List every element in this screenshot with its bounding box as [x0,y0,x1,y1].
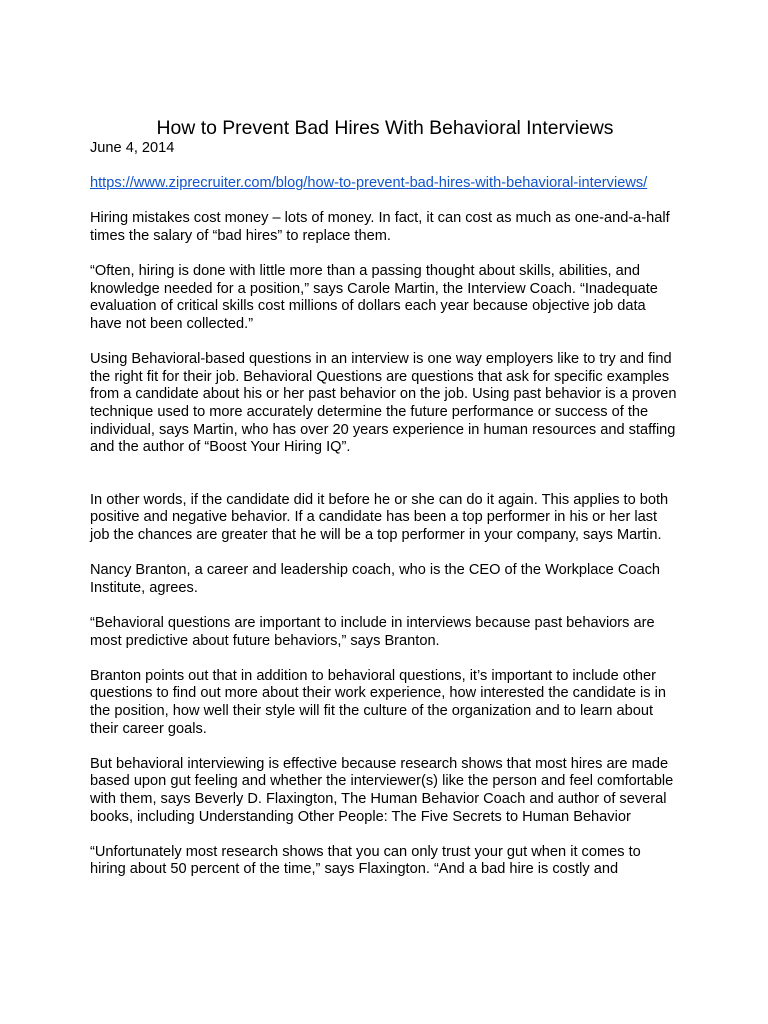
paragraph-1: Hiring mistakes cost money – lots of money. In fact, it can cost as much as one-and-a-half times the salary of “bad hires” to replace them. [90,210,670,244]
paragraph-3: Using Behavioral-based questions in an interview is one way employers like to try and find the right fit for their job. Behavioral Questions are questions that ask for specific examples from a candidate about his or her past behavior on the job. Using past behavior is a proven technique used to more accurately determine the future performance or success of the individual, says Martin, who has over 20 years experience in human resources and staffing and the author of “Boost Your Hiring IQ”. [90,351,677,456]
paragraph-2: “Often, hiring is done with little more than a passing thought about skills, abilities, and knowledge needed for a position,” says Carole Martin, the Interview Coach. “Inadequate evaluation of critical skills cost millions of dollars each year because objective job data have not been collected.” [90,263,658,332]
article-date: June 4, 2014 [90,140,175,156]
paragraph-9: “Unfortunately most research shows that you can only trust your gut when it comes to hiring about 50 percent of the time,” says Flaxington. “And a bad hire is costly and [90,843,641,878]
article-title: How to Prevent Bad Hires With Behavioral Interviews [156,117,614,139]
paragraph-7: Branton points out that in addition to behavioral questions, it’s important to include other questions to find out more about their work experience, how interested the candidate is in the position, how well their style will fit the culture of the organization and to learn about their career goals. [90,667,666,737]
paragraph-5: Nancy Branton, a career and leadership coach, who is the CEO of the Workplace Coach Institute, agrees. [90,562,661,596]
article-body [90,117,680,897]
article-source-link[interactable]: https://www.ziprecruiter.com/blog/how-to-prevent-bad-hires-with-behavioral-interviews/ [90,175,648,192]
paragraph-6: “Behavioral questions are important to include in interviews because past behaviors are most predictive about future behaviors,” says Branton. [90,615,655,649]
paragraph-8: But behavioral interviewing is effective because research shows that most hires are made based upon gut feeling and whether the interviewer(s) like the person and feel comfortable with them, says Beverly D. Flaxington, The Human Behavior Coach and author of several books, including Understanding Other People: The Five Secrets to Human Behavior [90,755,674,825]
paragraph-4: In other words, if the candidate did it before he or she can do it again. This applies to both positive and negative behavior. If a candidate has been a top performer in his or her last job the chances are greater that he will be a top performer in your company, says Martin. [90,491,669,544]
